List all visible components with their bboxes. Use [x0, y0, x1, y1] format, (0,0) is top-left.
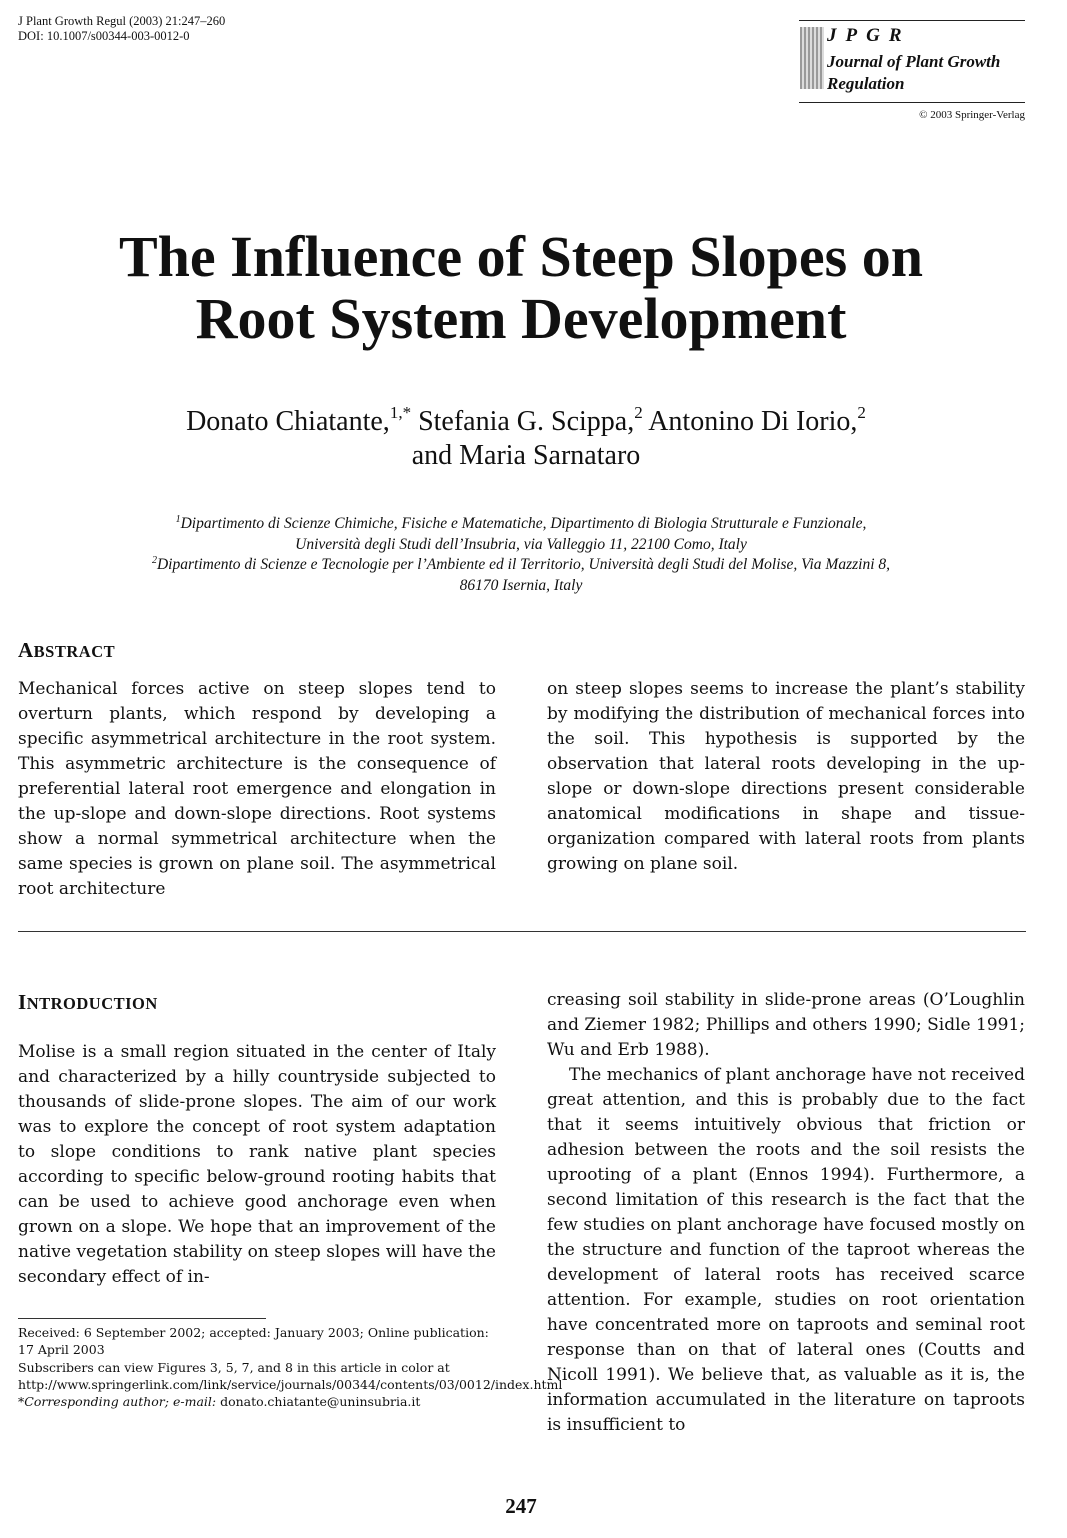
- author-name: Stefania G. Scippa,: [411, 406, 635, 437]
- affiliation-text: Dipartimento di Scienze e Tecnologie per l’Ambiente ed il Territorio, Università degli Studi del Molise, Via Mazzini 8,: [156, 556, 890, 573]
- author-affiliation-mark: 2: [634, 402, 643, 422]
- abstract-heading: [18, 638, 115, 663]
- introduction-paragraph: creasing soil stability in slide-prone areas (O’Loughlin and Ziemer 1982; Phillips and others 1990; Sidle 1991; Wu and Erb 1988).: [547, 990, 1025, 1060]
- page-number: 247: [505, 1494, 537, 1518]
- journal-name-line2: Regulation: [827, 74, 905, 93]
- journal-name: [827, 51, 1000, 95]
- introduction-left-column: [18, 1040, 496, 1290]
- introduction-right-column: [547, 988, 1025, 1438]
- citation-line: J Plant Growth Regul (2003) 21:247–260: [18, 14, 226, 28]
- footnote-rule: [18, 1318, 266, 1319]
- paper-title: [0, 226, 1042, 350]
- heading-rest: NTRODUCTION: [26, 994, 158, 1013]
- logo-rule-top: [799, 20, 1025, 21]
- footnotes: [18, 1324, 563, 1410]
- title-line1: The Influence of Steep Slopes on: [118, 224, 923, 289]
- abstract-text: Mechanical forces active on steep slopes tend to overturn plants, which respond by developing a specific asymmetrical architecture in the root system. This asymmetric architecture is the consequence of preferential lateral root emergence and elongation in the up-slope and down-slope directions. Root systems show a normal symmetrical architecture when the same species is grown on plane soil. The asymmetrical root architecture: [18, 679, 496, 899]
- affiliation-1-line2: Università degli Studi dell’Insubria, via Valleggio 11, 22100 Como, Italy: [295, 535, 747, 553]
- abstract-left-column: [18, 677, 496, 902]
- author-affiliation-mark: 2: [857, 402, 866, 422]
- journal-name-line1: Journal of Plant Growth: [827, 52, 1001, 71]
- authors-line2: and Maria Sarnataro: [411, 440, 641, 471]
- affiliation-1: [0, 514, 1042, 535]
- author-affiliation-mark: 1,*: [389, 402, 412, 422]
- heading-initial: I: [18, 990, 27, 1014]
- logo-rule-bottom: [799, 102, 1025, 103]
- section-divider: [18, 931, 1026, 932]
- title-line2: Root System Development: [195, 286, 847, 351]
- received-note: Received: 6 September 2002; accepted: January 2003; Online publication: 17 April 2003: [18, 1325, 489, 1358]
- affiliation-mark: 2: [151, 554, 157, 566]
- corresponding-author-note: [18, 1393, 496, 1410]
- corresponding-label: *Corresponding author; e-mail:: [18, 1394, 217, 1410]
- doi-line: DOI: 10.1007/s00344-003-0012-0: [18, 29, 190, 43]
- author-name: Antonino Di Iorio,: [642, 406, 858, 437]
- citation-header: [18, 14, 225, 44]
- authors-line1: [0, 402, 1052, 439]
- introduction-heading: [18, 990, 158, 1015]
- abstract-text: on steep slopes seems to increase the plant’s stability by modifying the distribution of mechanical forces into the soil. This hypothesis is supported by the observation that lateral roots developing in the up-slope or down-slope directions present considerable anatomical modifications in shape and tissue-organization compared with lateral roots from plants growing on plane soil.: [547, 679, 1025, 874]
- journal-logo-icon: [800, 27, 824, 89]
- subscribers-note: Subscribers can view Figures 3, 5, 7, and 8 in this article in color at http://www.springerlink.com/link/service/journals/00344/contents/03/0012/index.html: [18, 1359, 563, 1392]
- heading-initial: A: [18, 638, 34, 662]
- author-name: Donato Chiatante,: [186, 406, 390, 437]
- introduction-paragraph: Molise is a small region situated in the center of Italy and characterized by a hilly countryside subjected to thousands of slide-prone slopes. The aim of our work was to explore the concept of root system adaptation to slope conditions to rank native plant species according to specific below-ground rooting habits that can be used to achieve good anchorage even when grown on a slope. We hope that an improvement of the native vegetation stability on steep slopes will have the secondary effect of in-: [18, 1042, 496, 1287]
- introduction-paragraph: The mechanics of plant anchorage have not received great attention, and this is probably due to the fact that it seems intuitively obvious that friction or adhesion between the roots and the soil resists the uprooting of a plant (Ennos 1994). Furthermore, a second limitation of this research is the fact that the few studies on plant anchorage have focused mostly on the structure and function of the taproot whereas the development of lateral roots has received scarce attention. For example, studies on root orientation have concentrated more on taproots and seminal root response than on that of lateral ones (Coutts and Nicoll 1991). We believe that, as valuable as it is, the information accumulated in the literature on taproots is insufficient to: [547, 1065, 1025, 1435]
- affiliation-mark: 1: [175, 513, 181, 525]
- abstract-right-column: [547, 677, 1025, 877]
- author-list: [0, 402, 1052, 473]
- affiliation-2-line2: 86170 Isernia, Italy: [459, 576, 583, 594]
- copyright-notice: © 2003 Springer-Verlag: [919, 109, 1025, 121]
- affiliation-text: Dipartimento di Scienze Chimiche, Fisiche e Matematiche, Dipartimento di Biologia Strutturale e Funzionale,: [180, 515, 867, 532]
- corresponding-email: donato.chiatante@uninsubria.it: [216, 1394, 421, 1410]
- journal-abbreviation: JPGR: [827, 25, 911, 46]
- affiliation-2: [0, 555, 1042, 576]
- heading-rest: BSTRACT: [33, 642, 116, 661]
- affiliations: [0, 514, 1042, 596]
